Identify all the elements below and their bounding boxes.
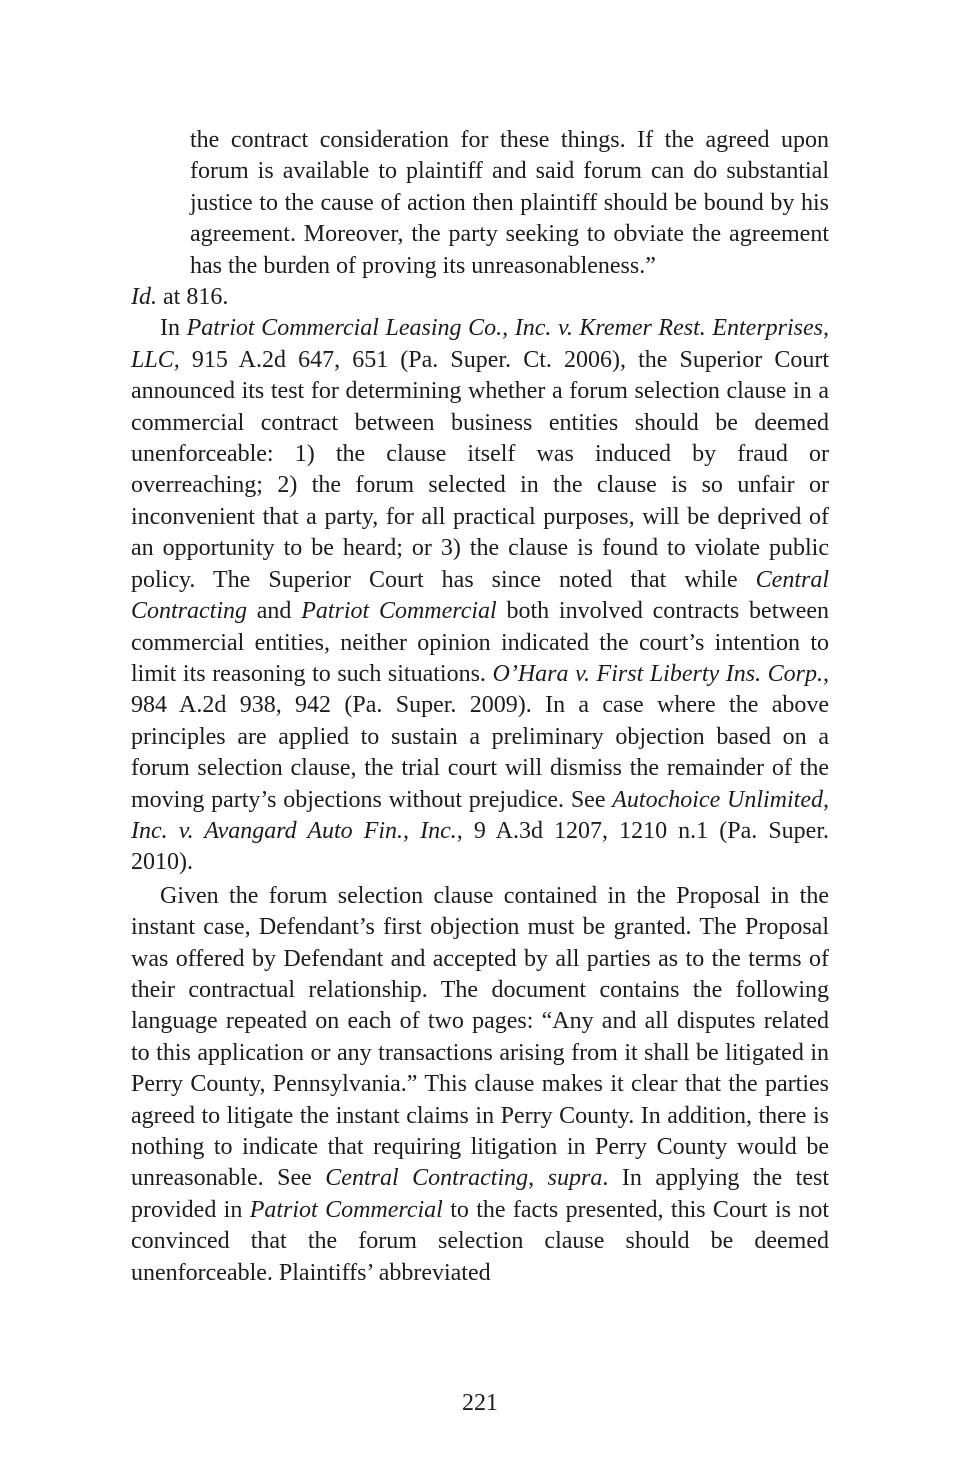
case-name: Patriot Commercial Leasing Co., Inc. v. Kremer Rest. Enterprises, LLC, <box>131 315 829 373</box>
case-name: Central Contracting, supra <box>325 1165 603 1192</box>
paragraph-forum-test <box>131 313 829 878</box>
text-run: 915 A.2d 647, 651 (Pa. Super. Ct. 2006), the Superior Court announced its test for determining whether a forum selection clause in a commercial contract between business entities should be deemed unenforceable: 1) the clause itself was induced by fraud or overreaching; 2) the forum selected in the clause is so unfair or inconvenient that a party, for all practical purposes, will be deprived of an opportunity to be heard; or 3) the clause is found to violate public policy. The Superior Court has since noted that while <box>131 346 829 593</box>
block-quote: the contract consideration for these things. If the agreed upon forum is available to plaintiff and said forum can do substantial justice to the cause of action then plaintiff should be bound by his agreement. Moreover, the party seeking to obviate the agreement has the burden of proving its unreasonableness.” <box>190 127 829 279</box>
page-number: 221 <box>462 1390 498 1416</box>
case-name: Central Contracting <box>131 566 829 625</box>
text-run: In <box>160 315 187 342</box>
text-run: to the facts presented, this Court is not convinced that the forum selection clause should be deemed unenforceable. Plaintiffs’ abbreviated <box>131 1196 829 1286</box>
text-run: and <box>247 598 302 625</box>
text-run: Given the forum selection clause contained in the Proposal in the instant case, Defendant’s first objection must be granted. The Proposal was offered by Defendant and accepted by all parties as to the terms of their contractual relationship. The document contains the following language repeated on each of two pages: “Any and all disputes related to this application or any transactions arising from it shall be litigated in Perry County, Pennsylvania.” This clause makes it clear that the parties agreed to litigate the instant claims in Perry County. In addition, there is nothing to indicate that requiring litigation in Perry County would be unreasonable. See <box>131 882 829 1192</box>
case-name: Autochoice Unlimited, Inc. v. Avangard Auto Fin., Inc. <box>131 786 829 844</box>
paragraph-application <box>131 881 829 1289</box>
citation-id: Id. <box>131 284 157 311</box>
text-run: both involved contracts between commercial entities, neither opinion indicated the court’s intention to limit its reasoning to such situations. <box>131 598 829 687</box>
case-name: O’Hara v. First Liberty Ins. Corp. <box>492 660 823 687</box>
text-run: , 984 A.2d 938, 942 (Pa. Super. 2009). In a case where the above principles are applied to sustain a preliminary objection based on a forum selection clause, the trial court will dismiss the remainder of the moving party’s objections without prejudice. See <box>131 660 829 813</box>
text-run: . In applying the test provided in <box>131 1165 829 1223</box>
case-name: Patriot Commercial <box>301 598 497 625</box>
text-run: , 9 A.3d 1207, 1210 n.1 (Pa. Super. 2010). <box>131 817 829 876</box>
case-name: Patriot Commercial <box>249 1196 443 1223</box>
citation-line <box>131 282 829 313</box>
citation-pin: at 816. <box>157 284 229 311</box>
document-page <box>131 125 829 1289</box>
